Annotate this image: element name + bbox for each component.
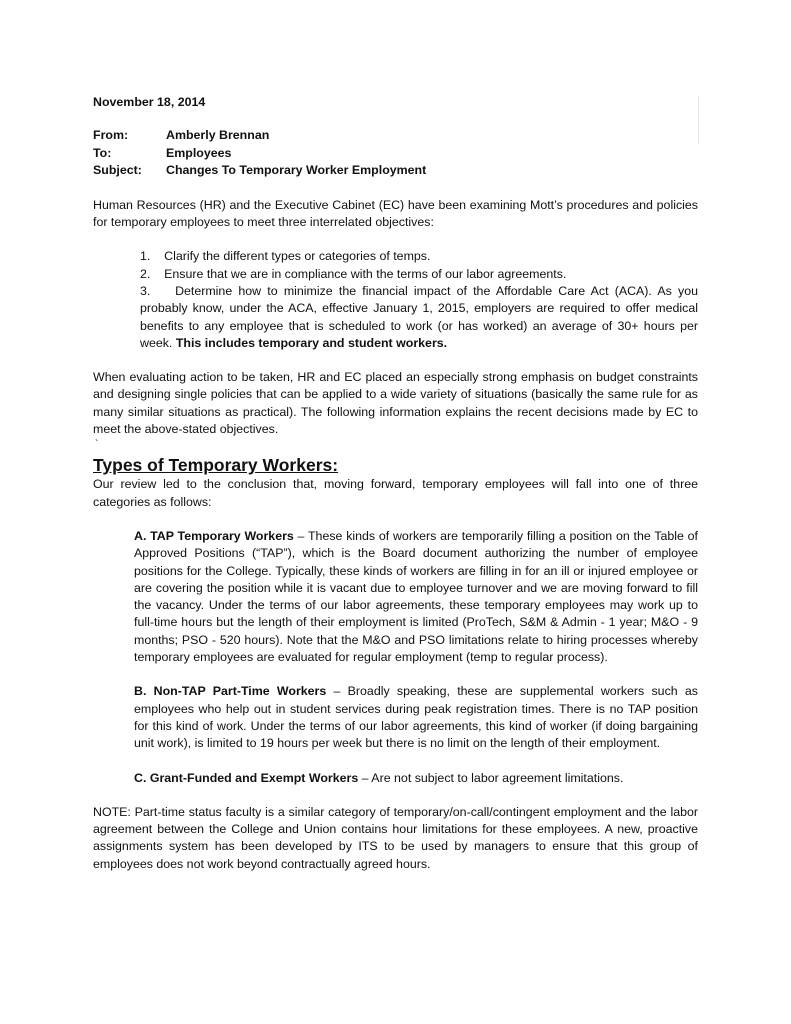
section-title: Types of Temporary Workers: <box>93 455 339 476</box>
category-text: – Broadly speaking, these are supplemental workers such as employees who help out in student services during peak registration times. There is no TAP position for this kind of work. Under the terms of our labor agreements, this kind of worker (if doing bargaining unit work), is limited to 19 hours per week but there is no limit on the length of their employment. <box>134 684 698 751</box>
memo-document <box>93 94 698 873</box>
objective-text: Ensure that we are in compliance with the terms of our labor agreements. <box>164 266 567 281</box>
evaluation-paragraph: When evaluating action to be taken, HR and EC placed an especially strong emphasis on budget constraints and designing single policies that can be applied to a wide variety of situations (basically the same rule for as many similar situations as practical). The following information explains the recent decisions made by EC to meet the above-stated objectives. <box>93 370 698 437</box>
category-title: A. TAP Temporary Workers <box>134 528 294 543</box>
from-value: Amberly Brennan <box>166 128 270 143</box>
objective-number: 2. <box>140 266 151 281</box>
objective-number: 1. <box>140 249 151 264</box>
objective-bold-note: This includes temporary and student workers. <box>175 335 448 350</box>
intro-paragraph: Human Resources (HR) and the Executive Cabinet (EC) have been examining Mott’s procedures and policies for temporary employees to meet three interrelated objectives: <box>93 197 698 230</box>
category-text: – Are not subject to labor agreement limitations. <box>358 770 624 785</box>
memo-to-row <box>93 145 698 163</box>
category-title: C. Grant-Funded and Exempt Workers <box>134 770 359 785</box>
objective-item <box>140 248 698 265</box>
subject-label: Subject: <box>93 163 142 178</box>
objective-number: 3. <box>140 283 151 298</box>
category-tap <box>134 528 698 666</box>
to-label: To: <box>93 145 112 160</box>
memo-from-row <box>93 127 698 145</box>
objectives-list <box>93 248 698 352</box>
objective-item <box>140 283 698 352</box>
category-text: – These kinds of workers are temporarily filling a position on the Table of Approved Positions (“TAP”), which is the Board document authorizing the number of employee positions for the College. Typically, these kinds of workers are filling in for an ill or injured employee or are covering the position while it is vacant due to employee turnover and we are moving forward to fill the vacancy. Under the terms of our labor agreements, these temporary employees may work up to full-time hours but the length of their employment is limited (ProTech, S&M & Admin - 1 year; M&O - 9 months; PSO - 520 hours). Note that the M&O and PSO limitations relate to hiring processes whereby temporary employees are evaluated for regular employment (temp to regular process). <box>134 528 698 665</box>
note-paragraph: NOTE: Part-time status faculty is a similar category of temporary/on-call/contingent employment and the labor agreement between the College and Union contains hour limitations for these employees. A new, proactive assignments system has been developed by ITS to be used by managers to ensure that this group of employees does not work beyond contractually agreed hours. <box>93 804 698 871</box>
category-grant-funded <box>134 770 698 787</box>
category-non-tap <box>134 683 698 752</box>
subject-value: Changes To Temporary Worker Employment <box>166 163 427 178</box>
objective-text: Clarify the different types or categories of temps. <box>164 249 431 264</box>
to-value: Employees <box>166 145 232 160</box>
category-title: B. Non-TAP Part-Time Workers <box>134 684 327 699</box>
scan-edge-line <box>698 96 699 144</box>
objective-text: Determine how to minimize the financial impact of the Affordable Care Act (ACA). As you probably know, under the ACA, effective January 1, 2015, employers are required to offer medical benefits to any employee that is scheduled to work (or has worked) an average of 30+ hours per week. <box>140 283 698 350</box>
objective-item <box>140 266 698 283</box>
memo-date: November 18, 2014 <box>93 95 206 109</box>
memo-subject-row <box>93 162 698 180</box>
section-intro: Our review led to the conclusion that, moving forward, temporary employees will fall into one of three categories as follows: <box>93 477 698 509</box>
from-label: From: <box>93 128 129 143</box>
stray-mark: ` <box>95 439 99 451</box>
